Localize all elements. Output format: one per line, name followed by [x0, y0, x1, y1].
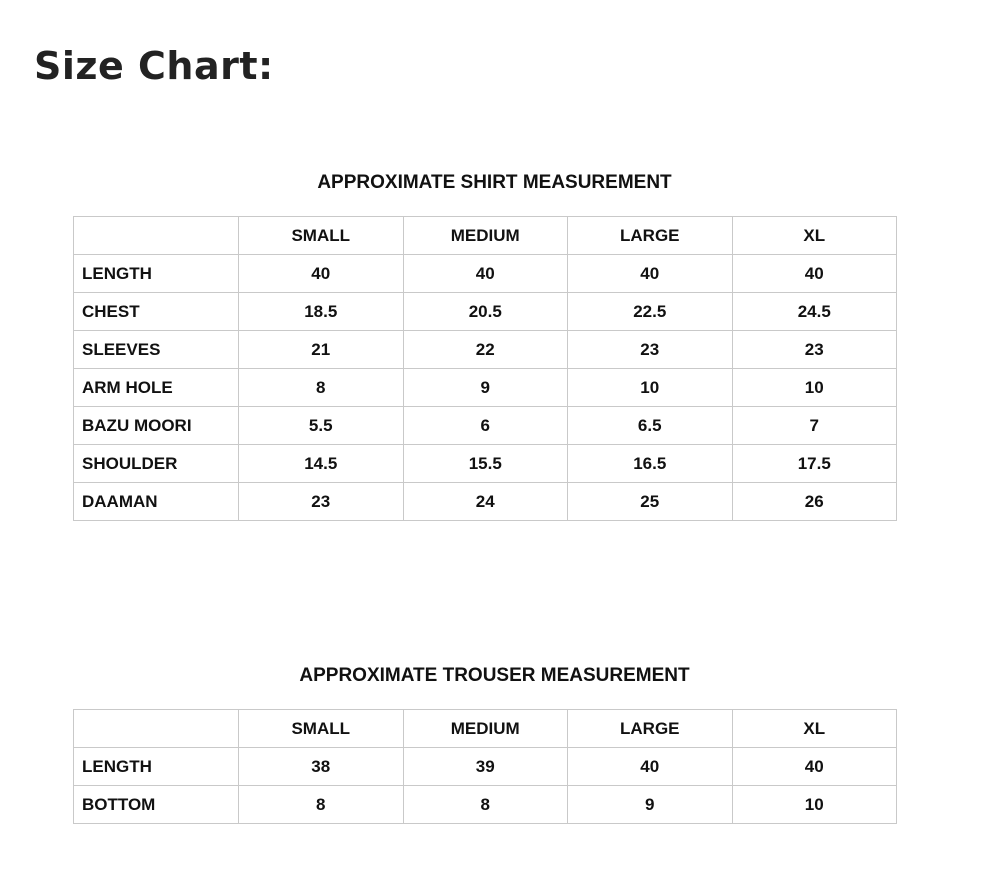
table-cell: 7	[732, 407, 897, 445]
table-row	[74, 407, 897, 445]
header-cell-empty	[74, 710, 239, 748]
row-label: SHOULDER	[74, 445, 239, 483]
table-header-row	[74, 217, 897, 255]
table-row	[74, 255, 897, 293]
header-cell-small: SMALL	[239, 710, 404, 748]
table-cell: 9	[568, 786, 733, 824]
table-cell: 38	[239, 748, 404, 786]
table-cell: 6	[403, 407, 568, 445]
table-row	[74, 445, 897, 483]
table-row	[74, 331, 897, 369]
table-cell: 23	[732, 331, 897, 369]
row-label: ARM HOLE	[74, 369, 239, 407]
row-label: LENGTH	[74, 255, 239, 293]
table-cell: 17.5	[732, 445, 897, 483]
table-cell: 10	[732, 369, 897, 407]
table-cell: 24	[403, 483, 568, 521]
table-cell: 14.5	[239, 445, 404, 483]
table-cell: 16.5	[568, 445, 733, 483]
table-row	[74, 483, 897, 521]
page-title: Size Chart:	[34, 44, 274, 88]
table-cell: 40	[732, 748, 897, 786]
table-cell: 40	[732, 255, 897, 293]
row-label: BOTTOM	[74, 786, 239, 824]
table-cell: 25	[568, 483, 733, 521]
header-cell-small: SMALL	[239, 217, 404, 255]
row-label: LENGTH	[74, 748, 239, 786]
table-cell: 40	[568, 255, 733, 293]
table-row	[74, 748, 897, 786]
trouser-table-title: APPROXIMATE TROUSER MEASUREMENT	[299, 665, 690, 686]
row-label: SLEEVES	[74, 331, 239, 369]
table-row	[74, 369, 897, 407]
header-cell-empty	[74, 217, 239, 255]
row-label: DAAMAN	[74, 483, 239, 521]
table-cell: 15.5	[403, 445, 568, 483]
header-cell-xl: XL	[732, 710, 897, 748]
shirt-measurement-table	[73, 216, 897, 521]
row-label: CHEST	[74, 293, 239, 331]
table-cell: 24.5	[732, 293, 897, 331]
table-header-row	[74, 710, 897, 748]
header-cell-medium: MEDIUM	[403, 217, 568, 255]
table-cell: 22.5	[568, 293, 733, 331]
table-cell: 20.5	[403, 293, 568, 331]
table-cell: 40	[568, 748, 733, 786]
header-cell-xl: XL	[732, 217, 897, 255]
table-cell: 6.5	[568, 407, 733, 445]
table-cell: 18.5	[239, 293, 404, 331]
table-cell: 39	[403, 748, 568, 786]
table-cell: 5.5	[239, 407, 404, 445]
table-cell: 9	[403, 369, 568, 407]
table-row	[74, 786, 897, 824]
table-cell: 8	[239, 786, 404, 824]
header-cell-large: LARGE	[568, 710, 733, 748]
shirt-table-title: APPROXIMATE SHIRT MEASUREMENT	[317, 172, 672, 193]
row-label: BAZU MOORI	[74, 407, 239, 445]
table-cell: 8	[403, 786, 568, 824]
table-cell: 40	[239, 255, 404, 293]
table-cell: 8	[239, 369, 404, 407]
table-cell: 22	[403, 331, 568, 369]
table-cell: 23	[239, 483, 404, 521]
table-row	[74, 293, 897, 331]
table-cell: 10	[568, 369, 733, 407]
table-cell: 23	[568, 331, 733, 369]
table-cell: 26	[732, 483, 897, 521]
header-cell-medium: MEDIUM	[403, 710, 568, 748]
table-cell: 21	[239, 331, 404, 369]
table-cell: 40	[403, 255, 568, 293]
trouser-measurement-table	[73, 709, 897, 824]
header-cell-large: LARGE	[568, 217, 733, 255]
table-cell: 10	[732, 786, 897, 824]
